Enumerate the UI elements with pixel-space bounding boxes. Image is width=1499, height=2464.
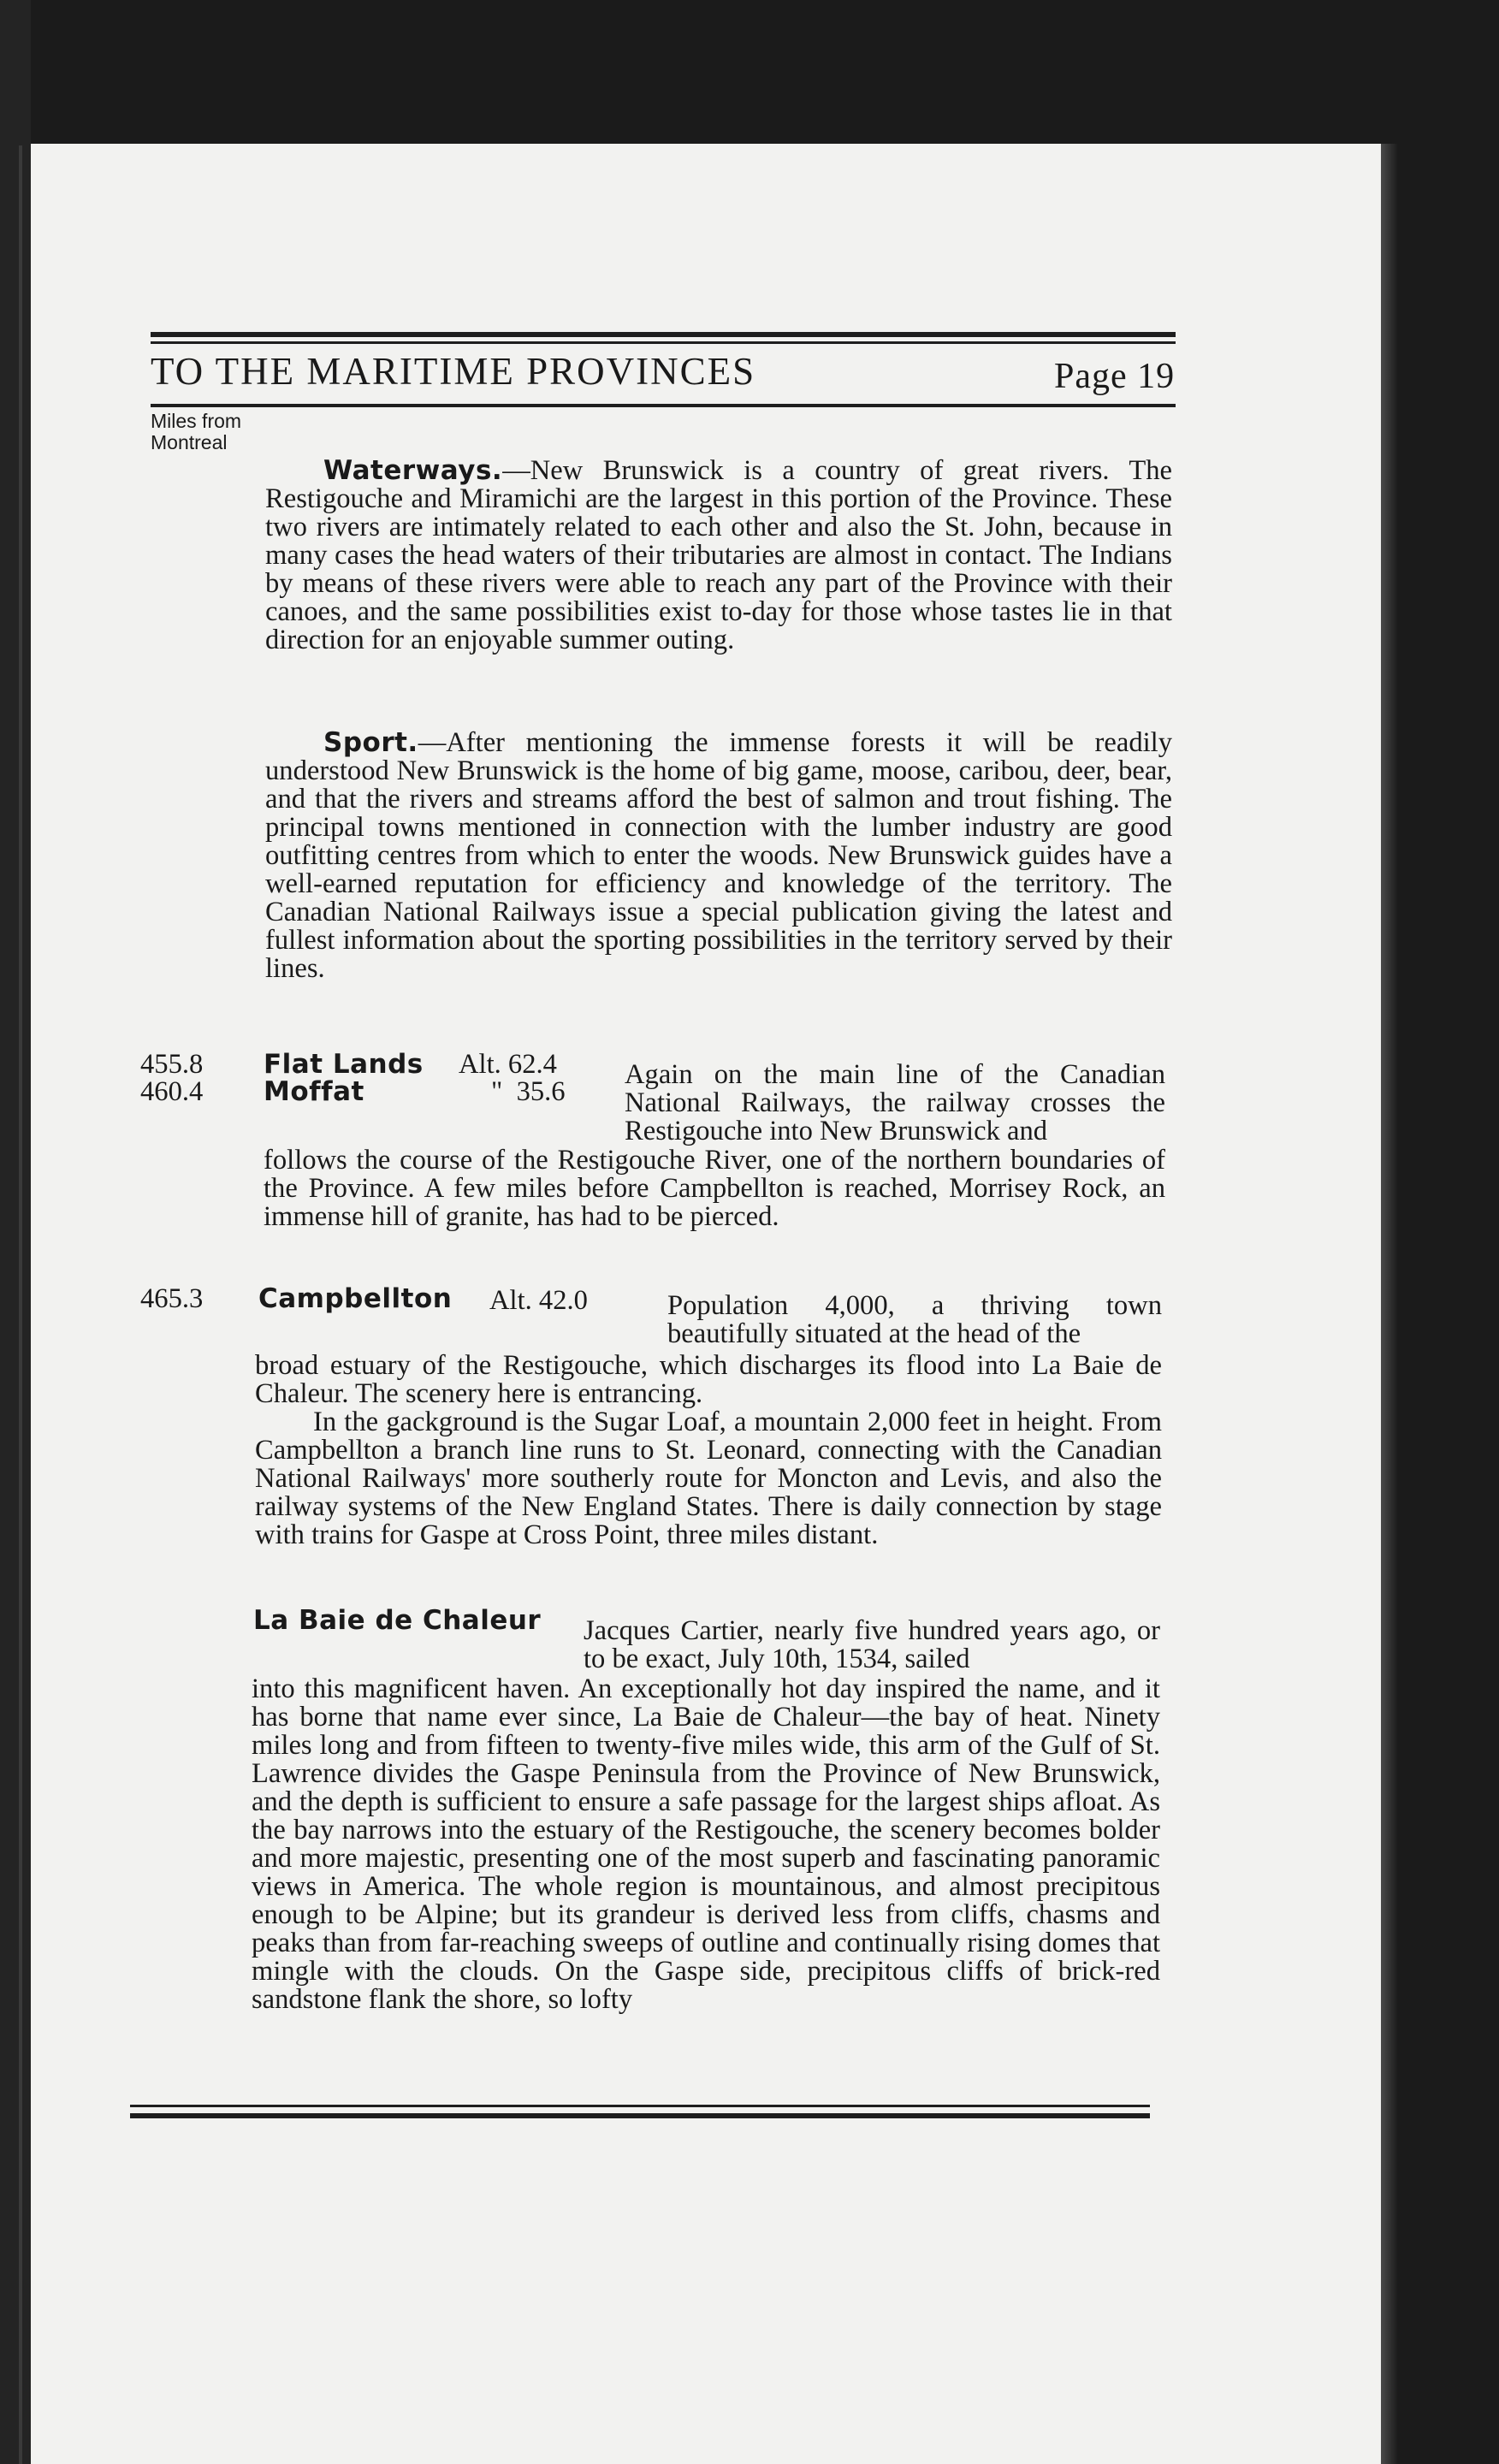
header-rule-bottom <box>151 404 1176 407</box>
station-moffat: Moffat <box>264 1076 364 1107</box>
altitude-flat-lands: Alt. 62.4 <box>459 1049 557 1080</box>
chaleur-description: into this magnificent haven. An exceptionally hot day inspired the name, and it has borne that name ever since, La Baie de Chaleur—the bay of heat. Ninety miles long and from fifteen to twenty-five miles wide, this arm of the Gulf of St. Lawrence divides the Gaspe Peninsula from the Province of New Brunswick, and the depth is sufficient to ensure a safe passage for the largest ships afloat. As the bay narrows into the estuary of the Restigouche, the scenery becomes bolder and more majestic, presenting one of the most superb and fascinating panoramic views in America. The whole region is mountainous, and almost precipitous enough to be Alpine; but its grandeur is derived less from cliffs, chasms and peaks than from far-reaching sweeps of outline and continually rising domes that mingle with the clouds. On the Gaspe side, precipitous cliffs of brick-red sandstone flank the shore, so lofty <box>252 1673 1160 2015</box>
miles-from-montreal-label: Miles from Montreal <box>151 410 242 453</box>
sport-paragraph <box>265 729 1172 983</box>
campbellton-paragraph-1: broad estuary of the Restigouche, which discharges its flood into La Baie de Chaleur. The scenery here is entrancing. <box>255 1350 1162 1409</box>
campbellton-paragraph-2: In the gackground is the Sugar Loaf, a mountain 2,000 feet in height. From Campbellton a branch line runs to St. Leonard, connecting with the Canadian National Railways' more southerly route for Moncton and Levis, and also the railway systems of the New England States. There is daily connection by stage with trains for Gaspe at Cross Point, three miles distant. <box>255 1407 1162 1550</box>
chaleur-description-top: Jacques Cartier, nearly five hundred years ago, or to be exact, July 10th, 1534, sailed <box>584 1615 1160 1674</box>
flat-lands-description: follows the course of the Restigouche River, one of the northern boundaries of the Province. A few miles before Campbellton is reached, Morrisey Rock, an immense hill of granite, has had to be pierced. <box>264 1145 1165 1232</box>
mileage-campbellton: 465.3 <box>140 1283 204 1314</box>
binding-edge <box>19 145 22 2464</box>
running-head-title: TO THE MARITIME PROVINCES <box>151 350 756 393</box>
scanner-left-edge <box>0 0 31 2464</box>
altitude-campbellton: Alt. 42.0 <box>489 1285 588 1316</box>
station-campbellton: Campbellton <box>258 1283 453 1314</box>
page-number: Page 19 <box>1054 357 1176 396</box>
campbellton-description <box>255 1352 1162 1549</box>
flat-lands-description-top: Again on the main line of the Canadian National Railways, the railway crosses the Restigouche into New Brunswick and <box>625 1059 1165 1146</box>
mileage-flat-lands: 455.8 <box>140 1049 204 1080</box>
header-rule-top-thin <box>151 341 1176 344</box>
waterways-heading: Waterways. <box>323 455 503 486</box>
waterways-paragraph <box>265 457 1172 654</box>
campbellton-description-top: Population 4,000, a thriving town beautifully situated at the head of the <box>667 1290 1162 1349</box>
chaleur-heading: La Baie de Chaleur <box>253 1605 542 1636</box>
altitude-moffat: " 35.6 <box>491 1076 566 1107</box>
header-rule-top-thick <box>151 332 1176 337</box>
sport-text: —After mentioning the immense forests it will be readily understood New Brunswick is the home of big game, moose, caribou, deer, bear, and that the rivers and streams afford the best of salmon and trout fishing. The principal towns mentioned in connection with the lumber industry are good outfitting centres from which to enter the woods. New Brunswick guides have a well-earned reputation for efficiency and knowledge of the territory. The Canadian National Railways issue a special publication giving the latest and fullest information about the sporting possibilities in the territory served by their lines. <box>265 727 1172 984</box>
page-edge-shadow <box>1381 144 1398 2464</box>
mileage-moffat: 460.4 <box>140 1076 204 1107</box>
footer-rule-thick <box>130 2113 1150 2118</box>
footer-rule-thin <box>130 2105 1150 2107</box>
waterways-text: —New Brunswick is a country of great rivers. The Restigouche and Miramichi are the largest in this portion of the Province. These two rivers are intimately related to each other and also the St. John, because in many cases the head waters of their tributaries are almost in contact. The Indians by means of these rivers were able to reach any part of the Province with their canoes, and the same possibilities exist to-day for those whose tastes lie in that direction for an enjoyable summer outing. <box>265 455 1172 655</box>
sport-heading: Sport. <box>323 727 418 758</box>
station-flat-lands: Flat Lands <box>264 1049 424 1080</box>
